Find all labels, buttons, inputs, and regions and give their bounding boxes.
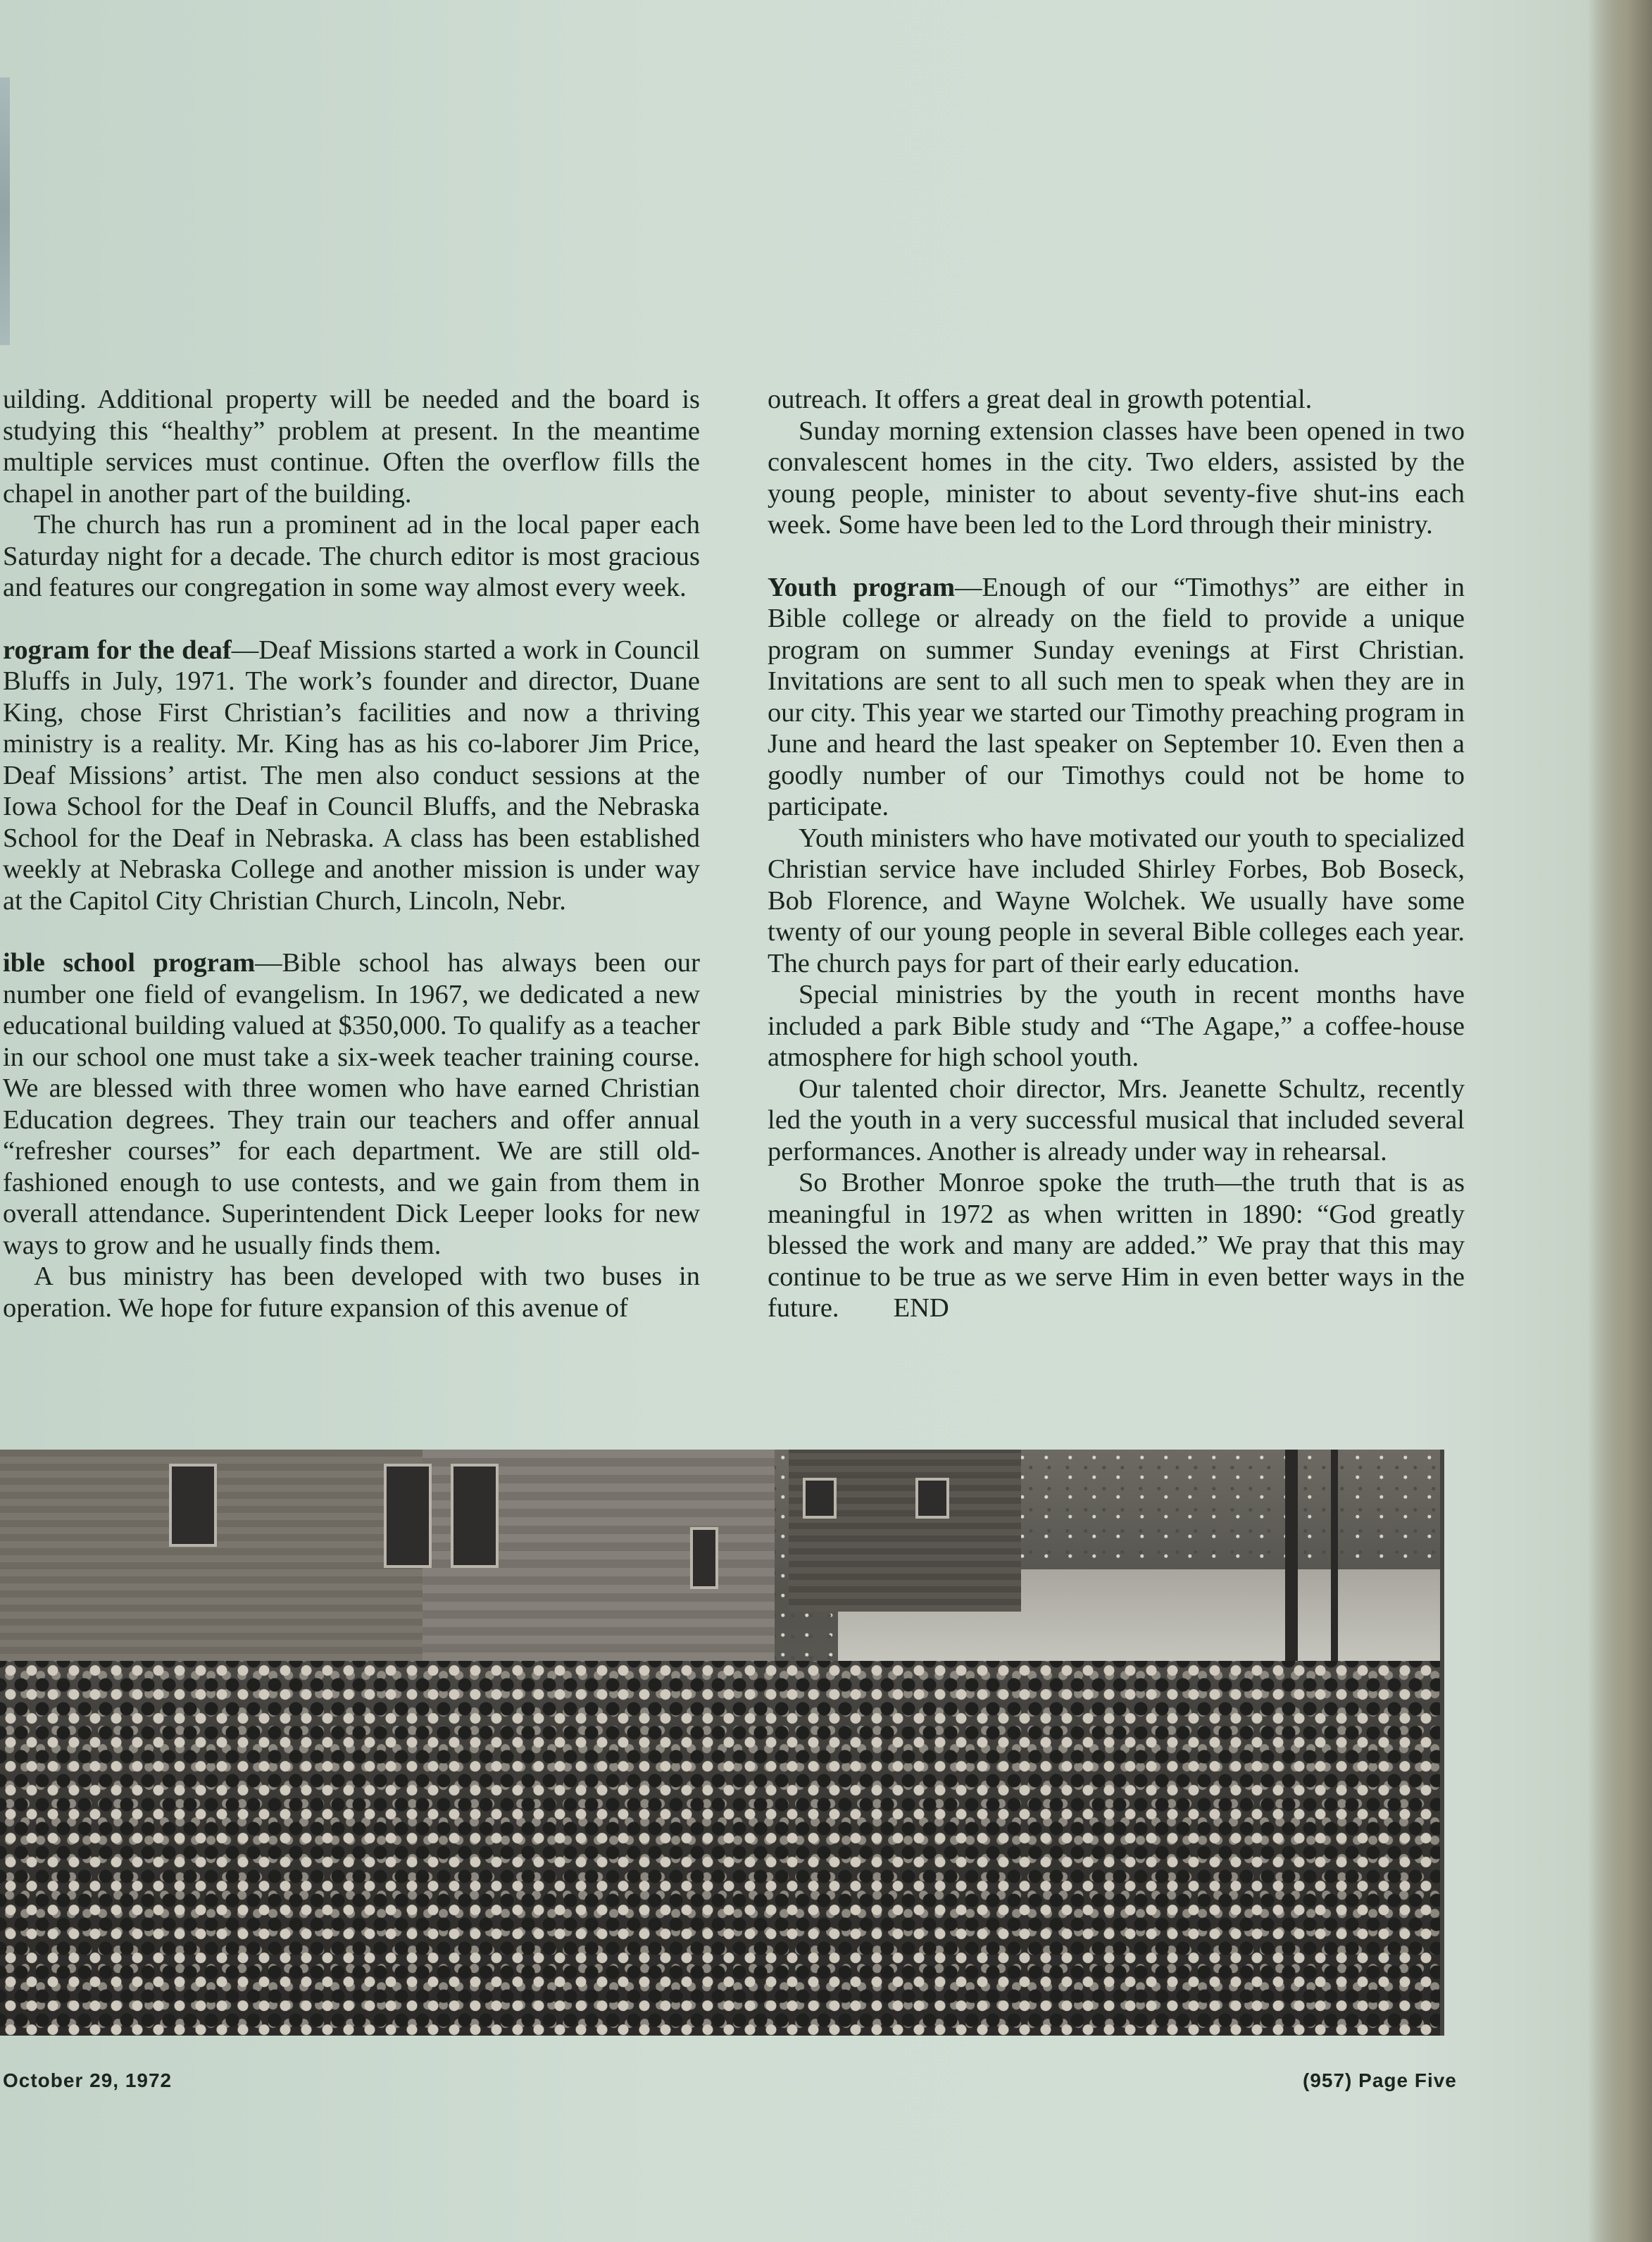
photo-window — [169, 1464, 217, 1547]
section-heading-deaf: rogram for the deaf — [3, 635, 232, 665]
footer-page-number: (957) Page Five — [1303, 2069, 1457, 2091]
section-heading-bible-school: ible school program — [3, 948, 256, 978]
footer-date: October 29, 1972 — [3, 2069, 173, 2091]
end-mark: END — [893, 1293, 949, 1323]
paragraph-building: uilding. Additional property will be needed and the board is studying this “healthy” problem at present. In the meantime multiple services must continue. Often the overflow fills the chapel in another part of the building. — [3, 385, 700, 509]
section-youth-program — [768, 572, 1465, 823]
paragraph-extension-classes: Sunday morning extension classes have been opened in two convalescent homes in the city. Two elders, assisted by the young people, minister to about seventy-five shut-ins each week. Some have been led to the Lord through their ministry. — [768, 416, 1465, 540]
paragraph-conclusion — [768, 1167, 1465, 1324]
spine-shadow — [0, 77, 10, 345]
photo-window — [915, 1478, 949, 1519]
paragraph-newspaper-ad: The church has run a prominent ad in the local paper each Saturday night for a decade. The church editor is most gracious and features our congregation in some way almost every week. — [3, 510, 700, 602]
section-body-deaf: —Deaf Missions started a work in Council Bluffs in July, 1971. The work’s founder and director, Duane King, chose First Christian’s facilities and now a thriving ministry is a reality. Mr. King has as his co-laborer Jim Price, Deaf Missions’ artist. The men also conduct sessions at the Iowa School for the Deaf in Council Bluffs, and the Nebraska School for the Deaf in Nebraska. A class has been established weekly at Nebraska College and another mission is under way at the Capitol City Christian Church, Lincoln, Nebr. — [3, 635, 700, 916]
left-column — [3, 384, 700, 1324]
section-bible-school — [3, 947, 700, 1261]
right-column — [768, 384, 1465, 1324]
section-deaf-program — [3, 635, 700, 917]
section-body-bible-school: —Bible school has always been our number one field of evangelism. In 1967, we dedicated a new educational building valued at $350,000. To qualify as a teacher in our school one must take a six-week teacher training course. We are blessed with three women who have earned Christian Education degrees. They train our teachers and offer annual “refresher courses” for each department. We are still old-fashioned enough to use contests, and we gain from them in overall attendance. Superintendent Dick Leeper looks for new ways to grow and he usually finds them. — [3, 948, 700, 1260]
photo-brick-building — [789, 1450, 1021, 1612]
paragraph-youth-ministers: Youth ministers who have motivated our youth to specialized Christian service have included Shirley Forbes, Bob Boseck, Bob Florence, and Wayne Wolchek. We usually have some twenty of our young people in several Bible colleges each year. The church pays for part of their early education. — [768, 823, 1465, 978]
photo-window — [451, 1464, 499, 1568]
section-body-youth: —Enough of our “Timothys” are either in Bible college or already on the field to provide a unique program on summer Sunday evenings at First Christian. Invitations are sent to all such men to speak when they are in our city. This year we started our Timothy preaching program in June and heard the last speaker on September 10. Even then a goodly number of our Timothys could not be home to participate. — [768, 572, 1465, 821]
photo-window — [690, 1527, 718, 1589]
photo-window — [803, 1478, 837, 1519]
section-heading-youth: Youth program — [768, 572, 956, 602]
paragraph-special-ministries: Special ministries by the youth in recent months have included a park Bible study and “The Agape,” a coffee-house atmosphere for high school youth. — [768, 980, 1465, 1072]
paragraph-outreach: outreach. It offers a great deal in growth potential. — [768, 385, 1313, 414]
conclusion-text: So Brother Monroe spoke the truth—the truth that is as meaningful in 1972 as when written in 1890: “God greatly blessed the work and many are added.” We pray that this may continue to be true as we serve Him in even better ways in the future. — [768, 1168, 1465, 1323]
photo-crowd — [0, 1661, 1440, 2036]
paragraph-choir: Our talented choir director, Mrs. Jeanette Schultz, recently led the youth in a very successful musical that included several performances. Another is already under way in rehearsal. — [768, 1073, 1465, 1166]
congregation-photo — [0, 1450, 1444, 2036]
page-edge-shadow — [1589, 0, 1652, 2242]
photo-window — [384, 1464, 432, 1568]
paragraph-bus-ministry: A bus ministry has been developed with two buses in operation. We hope for future expansion of this avenue of — [3, 1262, 700, 1323]
